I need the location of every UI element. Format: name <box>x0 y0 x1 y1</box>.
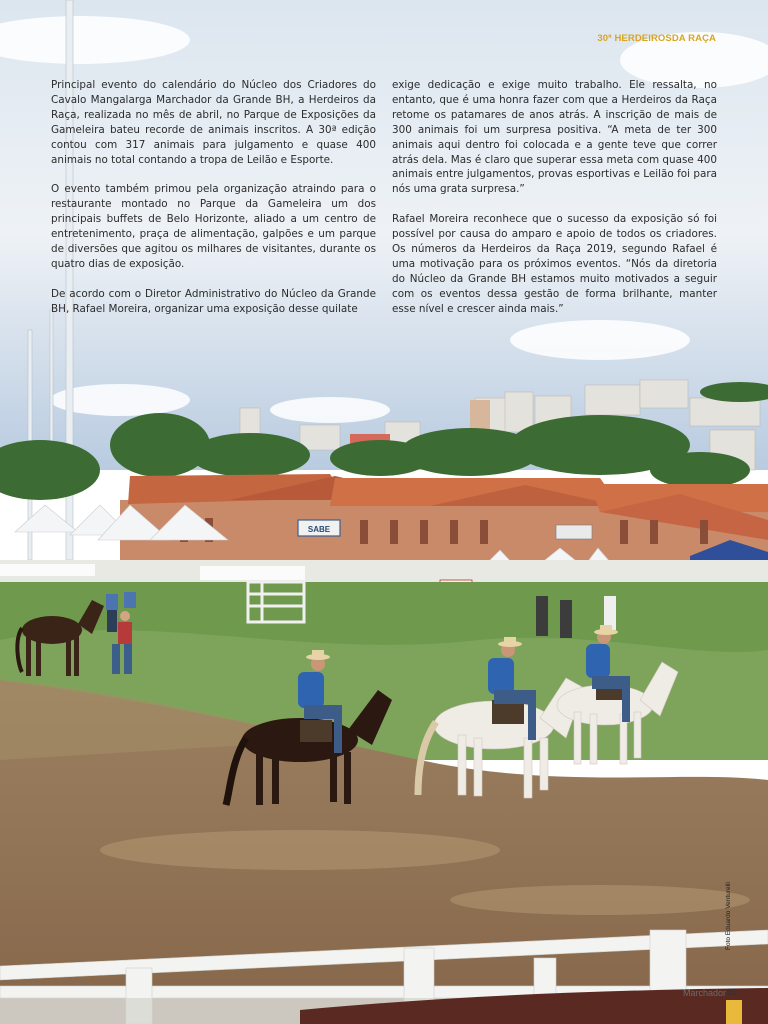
paragraph: exige dedicação e exige muito trabalho. Ele ressalta, no entanto, que é uma honra fazer com que a Herdeiros da Raça retome os patamares de anos atrás. A inscrição de mais de 300 animais foi um surpresa positiva. “A meta de ter 300 animais aqui dentro foi colocada e a gente teve que correr atrás dela. Mas é claro que superar essa meta com quase 400 animais entre julgamentos, provas esportivas e Leilão foi para nós uma grata surpresa.” <box>392 79 717 196</box>
paragraph: Principal evento do calendário do Núcleo dos Criadores do Cavalo Mangalarga Marchador da Grande BH, a Herdeiros da Raça, realizada no mês de abril, no Parque de Exposições da Gameleira bateu recorde de animais inscritos. A 30ª edição contou com 317 animais para julgamento e quase 400 animais no total contando a tropa de Leilão e Esporte. <box>51 79 376 166</box>
photo-credit: Foto Eduardo Venturelli <box>725 882 732 950</box>
page-number: 95 <box>727 987 738 997</box>
running-head: 30ª HERDEIROSDA RAÇA <box>597 33 716 44</box>
magazine-brand: Marchador <box>683 988 727 998</box>
paragraph: O evento também primou pela organização atraindo para o restaurante montado no Parque da Gameleira um dos principais buffets de Belo Horizonte, aliado a um centro de entretenimento, praça de alimentação, galpões e um parque de diversões que agitou os milhares de visitantes, durante os quatro dias de exposição. <box>51 183 376 270</box>
article-left-column <box>51 78 376 331</box>
article-right-column <box>392 78 717 331</box>
paragraph: Rafael Moreira reconhece que o sucesso da exposição só foi possível por causa do amparo e apoio de todos os criadores. Os números da Herdeiros da Raça 2019, segundo Rafael é uma motivação para os próximos eventos. “Nós da diretoria do Núcleo da Grande BH estamos muito motivados a seguir com os eventos dessa gestão de forma brilhante, manter esse nível e crescer ainda mais.” <box>392 213 717 315</box>
pavilion-sign: SABE <box>307 525 331 534</box>
paragraph: De acordo com o Diretor Administrativo do Núcleo da Grande BH, Rafael Moreira, organizar uma exposição desse quilate <box>51 287 376 315</box>
page-tab-accent <box>726 1000 742 1024</box>
